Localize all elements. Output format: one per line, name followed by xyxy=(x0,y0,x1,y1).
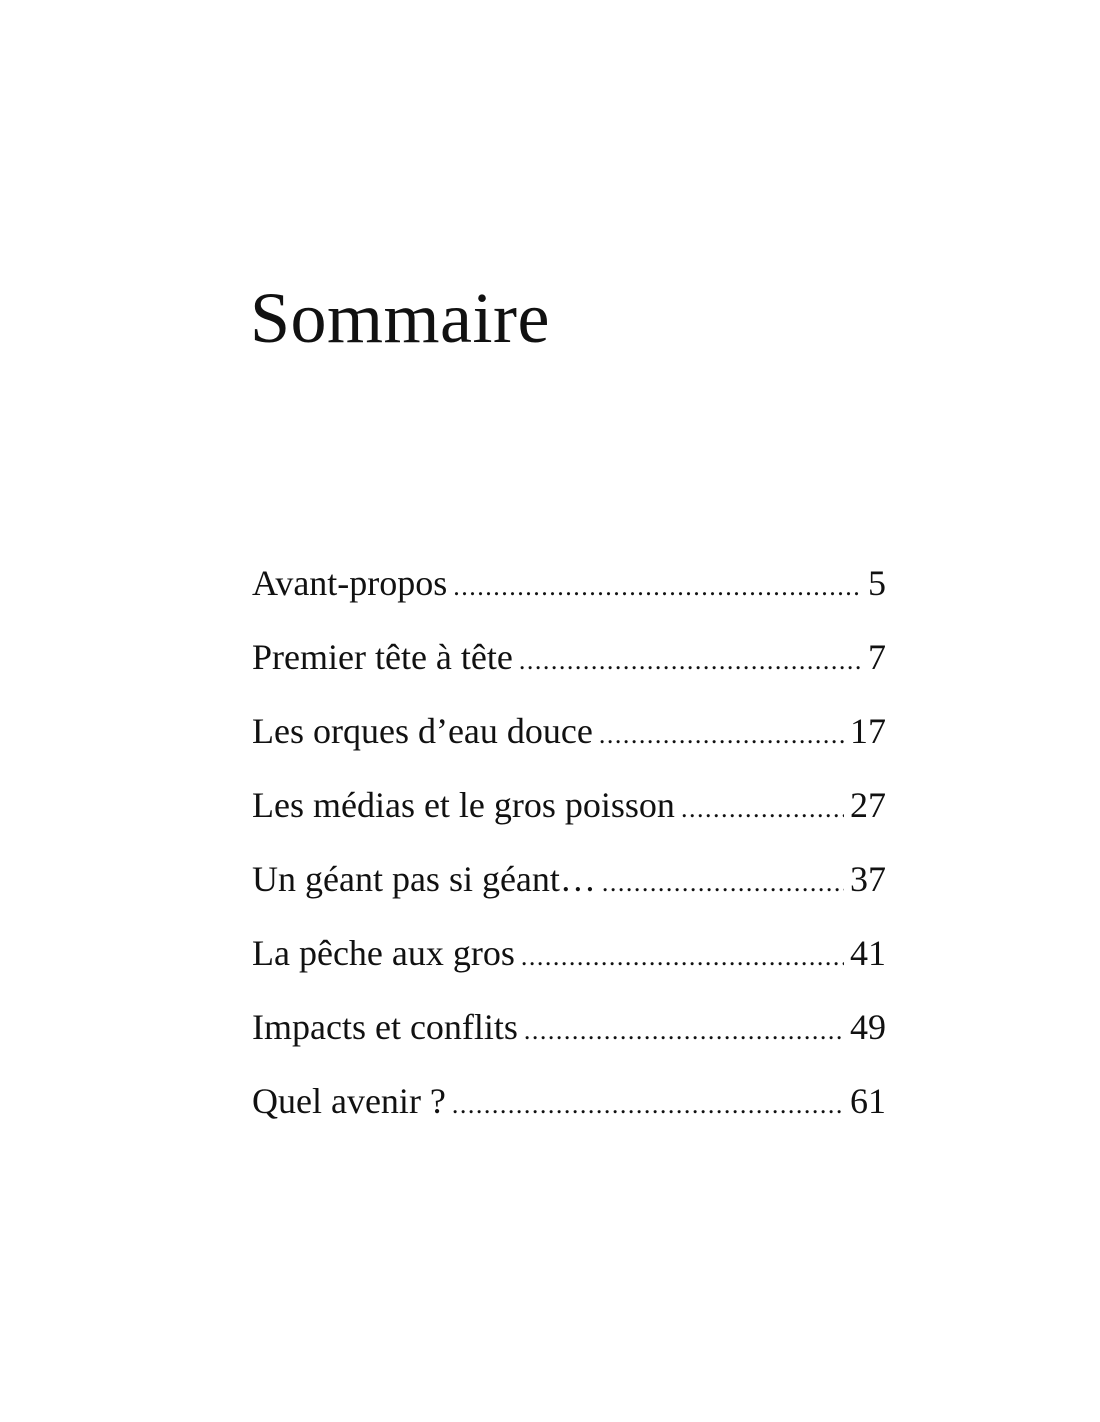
toc-entry-les-orques-deau-douce xyxy=(252,704,886,778)
dot-leader xyxy=(521,930,844,984)
toc-entry-la-peche-aux-gros xyxy=(252,926,886,1000)
toc-entry-premier-tete-a-tete xyxy=(252,630,886,704)
toc-entry-label: Les médias et le gros poisson xyxy=(252,785,675,825)
dot-leader xyxy=(453,560,862,614)
dot-leader xyxy=(681,782,844,836)
toc-entry-label: Les orques d’eau douce xyxy=(252,711,593,751)
toc-entry-label: La pêche aux gros xyxy=(252,933,515,973)
toc-entry-page-number: 17 xyxy=(850,711,886,751)
table-of-contents xyxy=(252,556,886,1148)
toc-entry-label: Premier tête à tête xyxy=(252,637,513,677)
toc-entry-label: Un géant pas si géant… xyxy=(252,859,596,899)
toc-entry-page-number: 37 xyxy=(850,859,886,899)
toc-entry-avant-propos xyxy=(252,556,886,630)
toc-entry-impacts-et-conflits xyxy=(252,1000,886,1074)
page-title: Sommaire xyxy=(250,278,550,358)
toc-entry-label: Avant-propos xyxy=(252,563,448,603)
dot-leader xyxy=(602,856,844,910)
toc-entry-page-number: 5 xyxy=(868,563,886,603)
toc-entry-quel-avenir xyxy=(252,1074,886,1148)
toc-entry-page-number: 41 xyxy=(850,933,886,973)
toc-entry-label: Impacts et conflits xyxy=(252,1007,518,1047)
toc-entry-label: Quel avenir ? xyxy=(252,1081,446,1121)
toc-entry-page-number: 61 xyxy=(850,1081,886,1121)
toc-entry-page-number: 49 xyxy=(850,1007,886,1047)
dot-leader xyxy=(519,634,862,688)
dot-leader xyxy=(524,1004,844,1058)
toc-entry-page-number: 27 xyxy=(850,785,886,825)
toc-entry-un-geant-pas-si-geant xyxy=(252,852,886,926)
dot-leader xyxy=(599,708,844,762)
dot-leader xyxy=(452,1078,844,1132)
toc-entry-les-medias-et-le-gros-poisson xyxy=(252,778,886,852)
toc-entry-page-number: 7 xyxy=(868,637,886,677)
